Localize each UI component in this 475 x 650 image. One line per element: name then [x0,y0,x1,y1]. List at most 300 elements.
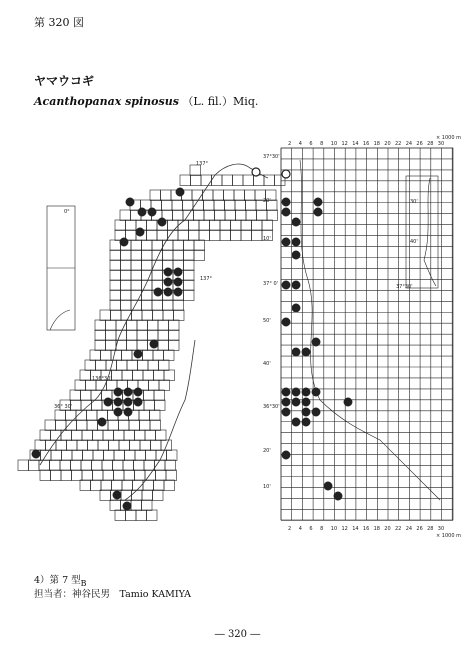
occurrence-dot [176,188,184,196]
grid-cell [87,410,98,421]
grid-cell [225,210,236,221]
grid-cell [127,320,138,331]
occurrence-dot [334,492,342,500]
grid-cell [55,410,66,421]
grid-cell [82,470,93,481]
grid-cell [143,370,154,381]
grid-cell [88,440,99,451]
scale-bottom-label: 4 [298,526,302,532]
grid-cell [110,280,121,291]
latitude-label: 10' [263,236,271,242]
grid-cell [124,470,135,481]
occurrence-dot [344,398,352,406]
grid-cell [80,370,91,381]
grid-cell [168,220,179,231]
grid-cell [131,270,142,281]
grid-cell [81,460,92,471]
grid-cell [142,260,153,271]
occurrence-dot [314,208,322,216]
scale-bottom-label: 2 [288,526,292,532]
grid-cell [152,270,163,281]
longitude-label: 136°30' [92,376,112,382]
grid-cell [225,200,236,211]
grid-cell [150,410,161,421]
occurrence-dot [164,268,172,276]
grid-cell [174,310,185,321]
grid-cell [122,370,133,381]
grid-cell [153,310,164,321]
occurrence-dot [312,408,320,416]
top-unit-label: × 1000 m [436,135,461,141]
scale-top-label: 20 [384,141,391,147]
grid-cell [135,470,146,481]
grid-cell [173,210,184,221]
grid-cell [156,450,167,461]
grid-cell [156,470,167,481]
occurrence-dot [282,398,290,406]
occurrence-dot [124,388,132,396]
grid-cell [164,350,175,361]
grid-cell [241,230,252,241]
grid-cell [121,300,132,311]
grid-cell [125,450,136,461]
grid-cell [154,480,165,491]
scale-bottom-label: 14 [352,526,359,532]
grid-cell [161,190,172,201]
grid-cell [204,200,215,211]
inset-label: 40' [410,239,418,245]
grid-cell [184,290,195,301]
type-text: 4）第 7 型 [34,575,81,586]
grid-cell [154,370,165,381]
grid-cell [85,360,96,371]
grid-cell [142,500,153,511]
occurrence-dot [138,208,146,216]
scale-top-label: 6 [309,141,313,147]
scale-top-label: 12 [341,141,348,147]
occurrence-dot [292,418,300,426]
grid-cell [142,490,153,501]
grid-cell [149,380,160,391]
grid-cell [104,450,115,461]
grid-cell [122,480,133,491]
occurrence-dot [302,348,310,356]
left-inset-map [47,206,75,330]
grid-cell [139,410,150,421]
grid-cell [126,220,137,231]
occurrence-dot [282,408,290,416]
grid-cell [121,270,132,281]
grid-cell [159,360,170,371]
grid-cell [93,430,104,441]
grid-cell [40,430,51,441]
grid-cell [201,175,212,186]
grid-cell [60,460,71,471]
grid-cell [192,190,203,201]
grid-cell [215,210,226,221]
latitude-label: 37°30' [263,154,280,160]
latitude-label: 36°30' [263,404,280,410]
grid-cell [115,220,126,231]
grid-cell [40,470,51,481]
grid-cell [199,220,210,231]
latitude-label: 20' [263,198,271,204]
grid-cell [110,240,121,251]
grid-cell [96,360,107,371]
grid-cell [123,460,134,471]
occurrence-dot [282,388,290,396]
grid-cell [220,220,231,231]
grid-cell [140,420,151,431]
grid-cell [110,270,121,281]
occurrence-dot [158,218,166,226]
grid-cell [166,470,177,481]
grid-cell [246,200,257,211]
occurrence-dot [136,228,144,236]
grid-cell [77,440,88,451]
grid-cell [95,330,106,341]
occurrence-dot [292,238,300,246]
grid-cell [148,320,159,331]
grid-cell [18,460,29,471]
grid-cell [90,350,101,361]
grid-cell [157,230,168,241]
authority: （L. fil.）Miq. [182,95,259,108]
grid-cell [224,190,235,201]
occurrence-dot [123,502,131,510]
occurrence-dot [114,388,122,396]
grid-cell [254,175,265,186]
grid-cell [140,440,151,451]
grid-cell [72,430,83,441]
grid-cell [145,430,156,441]
latitude-label: 20' [263,448,271,454]
occurrence-dots-left [32,168,260,510]
occurrence-dot [292,398,300,406]
occurrence-dot [124,408,132,416]
grid-cell [39,460,50,471]
grid-cell [167,450,178,461]
grid-cell [163,310,174,321]
grid-cell [131,500,142,511]
grid-cell [233,175,244,186]
grid-cell [71,460,82,471]
grid-cell [135,430,146,441]
grid-cell [189,230,200,241]
grid-cell [72,450,83,461]
grid-cell [164,370,175,381]
grid-cell [222,175,233,186]
grid-cell [142,300,153,311]
grid-cell [180,175,191,186]
grid-cell [142,240,153,251]
grid-cell [111,350,122,361]
grid-cell [110,260,121,271]
occurrence-dot [164,288,172,296]
grid-cell [194,240,205,251]
grid-cell [172,200,183,211]
occurrence-dot [302,398,310,406]
longitude-label: 36° 30' [54,404,73,410]
scale-top-label: 24 [405,141,413,147]
grid-cell [257,210,268,221]
grid-cell [51,450,62,461]
grid-cell [56,420,67,431]
grid-cell [131,260,142,271]
grid-cell [81,400,92,411]
latitude-label: 40' [263,361,271,367]
scale-bottom-label: 26 [416,526,423,532]
right-grid-map [281,148,453,520]
grid-cell [150,190,161,201]
grid-cell [156,430,167,441]
grid-cell [235,200,246,211]
grid-cell [236,210,247,221]
grid-cell [169,320,180,331]
inset-label: 30' [410,199,418,205]
grid-cell [134,460,145,471]
grid-cell [159,380,170,391]
grid-cell [119,420,130,431]
scale-top-label: 28 [427,141,434,147]
grid-cell [112,480,123,491]
grid-cell [110,300,121,311]
occurrence-dot [113,491,121,499]
grid-cell [106,330,117,341]
grid-cell [152,260,163,271]
scale-bottom-label: 6 [309,526,313,532]
grid-cell [191,175,202,186]
occurrence-dot [314,198,322,206]
grid-cell [173,250,184,261]
grid-cell [103,430,114,441]
grid-cell [93,450,104,461]
scale-bottom-label: 22 [395,526,402,532]
grid-cell [110,290,121,301]
grid-cell [183,200,194,211]
scale-bottom-label: 18 [373,526,380,532]
grid-cell [82,430,93,441]
grid-cell [121,260,132,271]
occurrence-dots-right [282,170,352,500]
grid-cell [199,230,210,241]
grid-cell [131,280,142,291]
grid-cell [245,190,256,201]
page-number: ― 320 ― [214,629,261,640]
scale-top-label: 16 [362,141,370,147]
grid-cell [214,200,225,211]
occurrence-dot [292,348,300,356]
grid-cell [112,370,123,381]
inset-label: 37°30' [396,284,413,290]
grid-cell [121,290,132,301]
grid-cell [151,440,162,451]
occurrence-dot [114,408,122,416]
grid-cell [169,330,180,341]
grid-cell [72,470,83,481]
grid-cell [127,360,138,371]
grid-cell [100,310,111,321]
grid-cell [143,350,154,361]
grid-cell [158,320,169,331]
grid-cell [87,420,98,431]
grid-cell [243,175,254,186]
grid-cell [252,230,263,241]
grid-cell [153,490,164,501]
author-credit: 担当者：神谷民男 Tamio KAMIYA [34,589,191,600]
scale-bottom-label: 20 [384,526,391,532]
grid-cell [100,490,111,501]
grid-cell [46,440,57,451]
grid-cell [137,330,148,341]
genus-species: Acanthopanax spinosus [34,95,179,108]
occurrence-dot [126,198,134,206]
scale-top-label: 8 [320,141,324,147]
grid-cell [220,230,231,241]
scale-bottom-label: 16 [362,526,370,532]
grid-cell [131,290,142,301]
grid-cell [210,220,221,231]
grid-cell [142,310,153,321]
grid-cell [142,290,153,301]
scale-top-label: 30 [437,141,445,147]
grid-cell [62,450,73,461]
grid-cell [194,210,205,221]
grid-cell [162,200,173,211]
grid-cell [184,240,195,251]
grid-cell [147,510,158,521]
occurrence-dot [282,318,290,326]
occurrence-dot [174,278,182,286]
grid-cell [136,510,147,521]
grid-cell [101,480,112,491]
occurrence-dot [312,388,320,396]
grid-cell [103,470,114,481]
grid-cell [45,420,56,431]
grid-cell [91,480,102,491]
scale-top-label: 4 [298,141,302,147]
grid-cell [184,270,195,281]
grid-cell [106,340,117,351]
grid-cell [122,350,133,361]
grid-cell [163,250,174,261]
grid-cell [213,190,224,201]
grid-cell [184,260,195,271]
grid-cell [81,390,92,401]
grid-cell [173,300,184,311]
grid-cell [113,460,124,471]
grid-cell [133,370,144,381]
grid-cell [165,460,176,471]
grid-cell [164,480,175,491]
scale-bottom-label: 30 [437,526,445,532]
occurrence-dot [282,451,290,459]
grid-cell [154,390,165,401]
grid-cell [148,360,159,371]
open-circle-marker [282,170,290,178]
occurrence-dot [282,281,290,289]
grid-cell [152,300,163,311]
grid-cell [144,390,155,401]
grid-cell [147,230,158,241]
grid-cell [132,490,143,501]
grid-cell [184,250,195,261]
occurrence-dot [134,350,142,358]
right-inset-map [406,176,438,288]
grid-cell [241,220,252,231]
occurrence-dot [174,288,182,296]
grid-cell [204,210,215,221]
grid-cell [119,440,130,451]
occurrence-dot [120,238,128,246]
grid-cell [124,430,135,441]
longitude-label: 137° [200,276,213,282]
occurrence-dot [292,251,300,259]
grid-cell [51,470,62,481]
occurrence-dot [114,398,122,406]
grid-cell [110,250,121,261]
grid-cell [56,440,67,451]
grid-cell [83,450,94,461]
grid-cell [111,310,122,321]
grid-cell [158,340,169,351]
grid-cell [137,340,148,351]
scale-bottom-label: 8 [320,526,324,532]
grid-cell [95,320,106,331]
occurrence-dot [174,268,182,276]
occurrence-dot [292,388,300,396]
scale-bottom-label: 28 [427,526,434,532]
grid-cell [109,440,120,451]
longitude-label: 137° [196,161,209,167]
occurrence-dot [302,418,310,426]
occurrence-dot [124,398,132,406]
grid-cell [148,330,159,341]
occurrence-dot [302,408,310,416]
grid-cell [144,400,155,411]
grid-cell [127,340,138,351]
grid-cell [95,340,106,351]
occurrence-dot [32,450,40,458]
grid-cell [212,175,223,186]
occurrence-dot [134,388,142,396]
grid-cell [144,460,155,471]
grid-cell [153,350,164,361]
grid-cell [61,470,72,481]
grid-cell [80,480,91,491]
grid-cell [126,510,137,521]
grid-cell [137,320,148,331]
occurrence-dot [324,482,332,490]
scale-bottom-label: 24 [405,526,413,532]
grid-cell [67,440,78,451]
grid-cell [135,450,146,461]
grid-cell [51,430,62,441]
grid-cell [131,300,142,311]
scale-top-label: 2 [288,141,292,147]
grid-cell [150,420,161,431]
grid-cell [93,470,104,481]
latitude-label: 10' [263,484,271,490]
grid-cell [173,240,184,251]
occurrence-dot [282,238,290,246]
grid-cell [50,460,61,471]
grid-cell [210,230,221,241]
grid-cell [129,420,140,431]
grid-cell [158,330,169,341]
grid-cell [231,230,242,241]
occurrence-dot [150,340,158,348]
